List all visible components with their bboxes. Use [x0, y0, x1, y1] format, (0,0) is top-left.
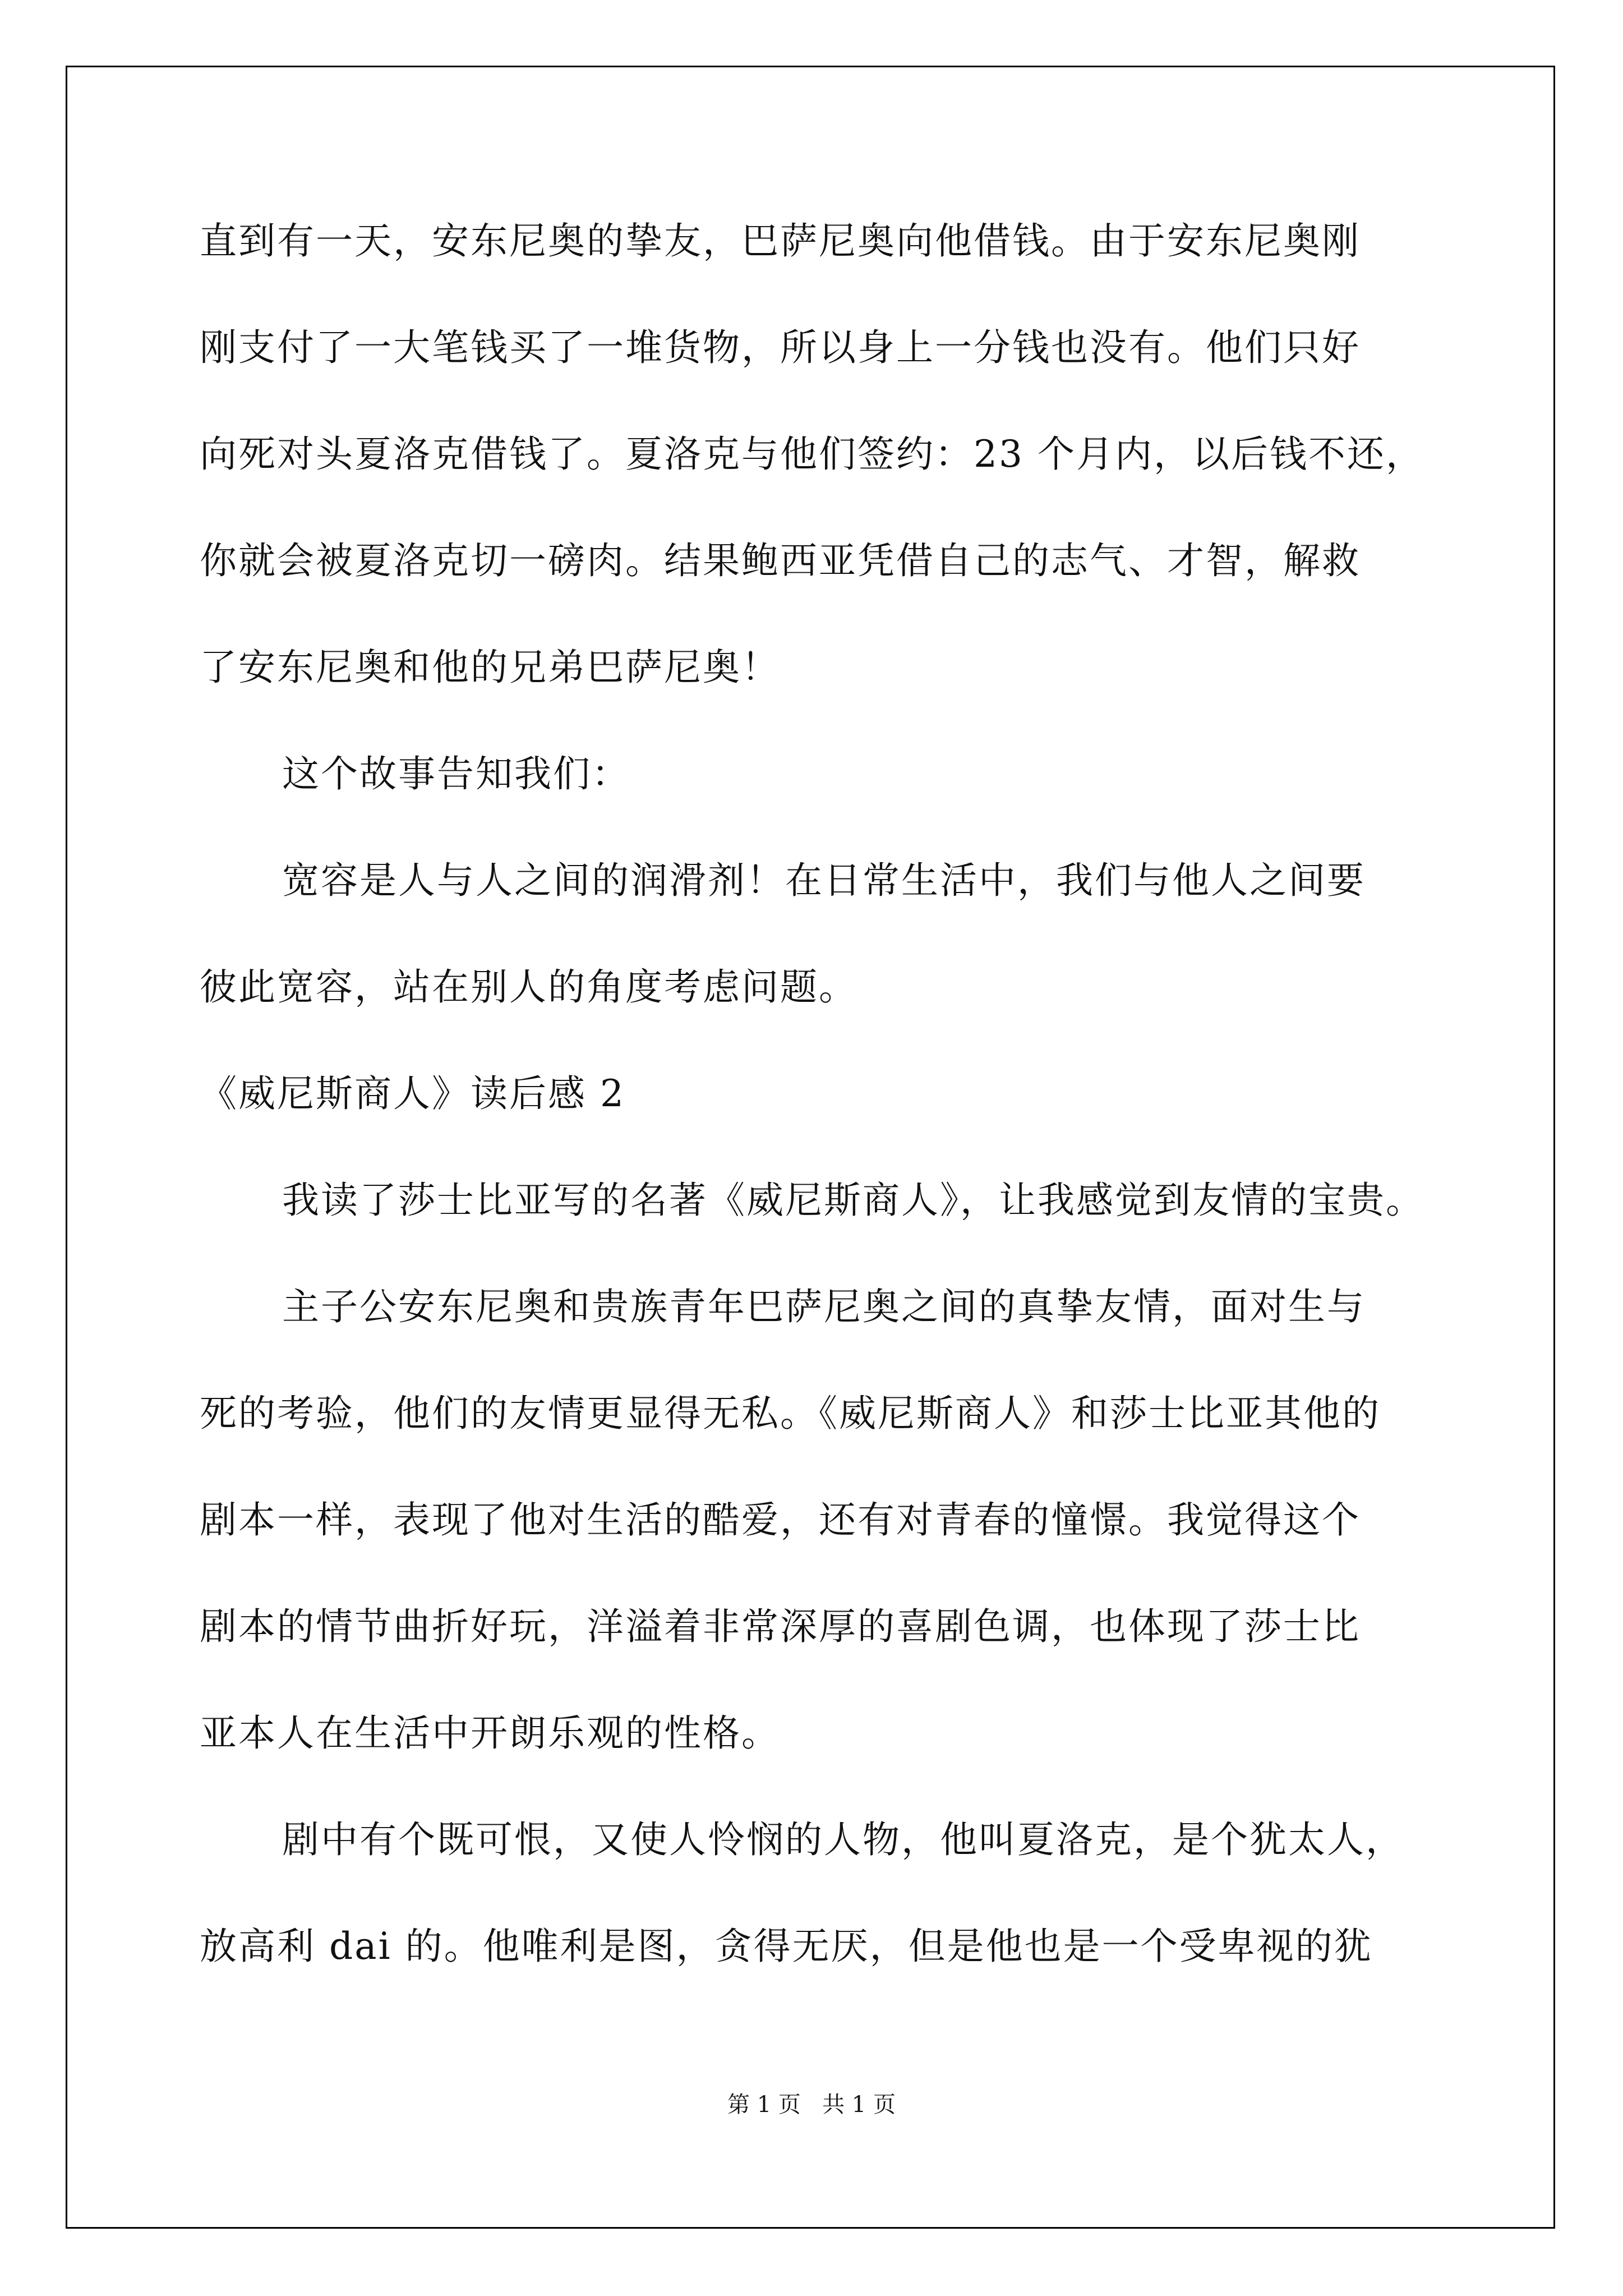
text-line: 剧本的情节曲折好玩，洋溢着非常深厚的喜剧色调，也体现了莎士比: [200, 1605, 1361, 1648]
text-line: 了安东尼奥和他的兄弟巴萨尼奥！: [200, 646, 780, 689]
text-line: 彼此宽容，站在别人的角度考虑问题。: [200, 965, 857, 1009]
text-line: 你就会被夏洛克切一磅肉。结果鲍西亚凭借自己的志气、才智，解救: [200, 539, 1361, 582]
page-border: [66, 66, 1555, 2229]
text-line: 刚支付了一大笔钱买了一堆货物，所以身上一分钱也没有。他们只好: [200, 326, 1361, 369]
text-line: 剧本一样，表现了他对生活的酷爱，还有对青春的憧憬。我觉得这个: [200, 1498, 1361, 1542]
text-line: 死的考验，他们的友情更显得无私。《威尼斯商人》和莎士比亚其他的: [200, 1392, 1381, 1435]
text-line: 宽容是人与人之间的润滑剂！在日常生活中，我们与他人之间要: [282, 859, 1366, 902]
text-line: 亚本人在生活中开朗乐观的性格。: [200, 1711, 780, 1755]
section-heading: 《威尼斯商人》读后感 2: [200, 1072, 625, 1115]
text-line: 放高利 dai 的。他唯利是图，贪得无厌，但是他也是一个受卑视的犹: [200, 1925, 1373, 1968]
text-line: 这个故事告知我们：: [282, 752, 630, 795]
text-line: 向死对头夏洛克借钱了。夏洛克与他们签约：23 个月内，以后钱不还，: [200, 432, 1424, 476]
text-line: 主子公安东尼奥和贵族青年巴萨尼奥之间的真挚友情，面对生与: [282, 1285, 1366, 1328]
text-line: 直到有一天，安东尼奥的挚友，巴萨尼奥向他借钱。由于安东尼奥刚: [200, 219, 1361, 263]
text-line: 我读了莎士比亚写的名著《威尼斯商人》，让我感觉到友情的宝贵。: [282, 1179, 1424, 1222]
page-footer: 第 1 页 共 1 页: [727, 2092, 896, 2118]
text-line: 剧中有个既可恨，又使人怜悯的人物，他叫夏洛克，是个犹太人，: [282, 1818, 1404, 1861]
